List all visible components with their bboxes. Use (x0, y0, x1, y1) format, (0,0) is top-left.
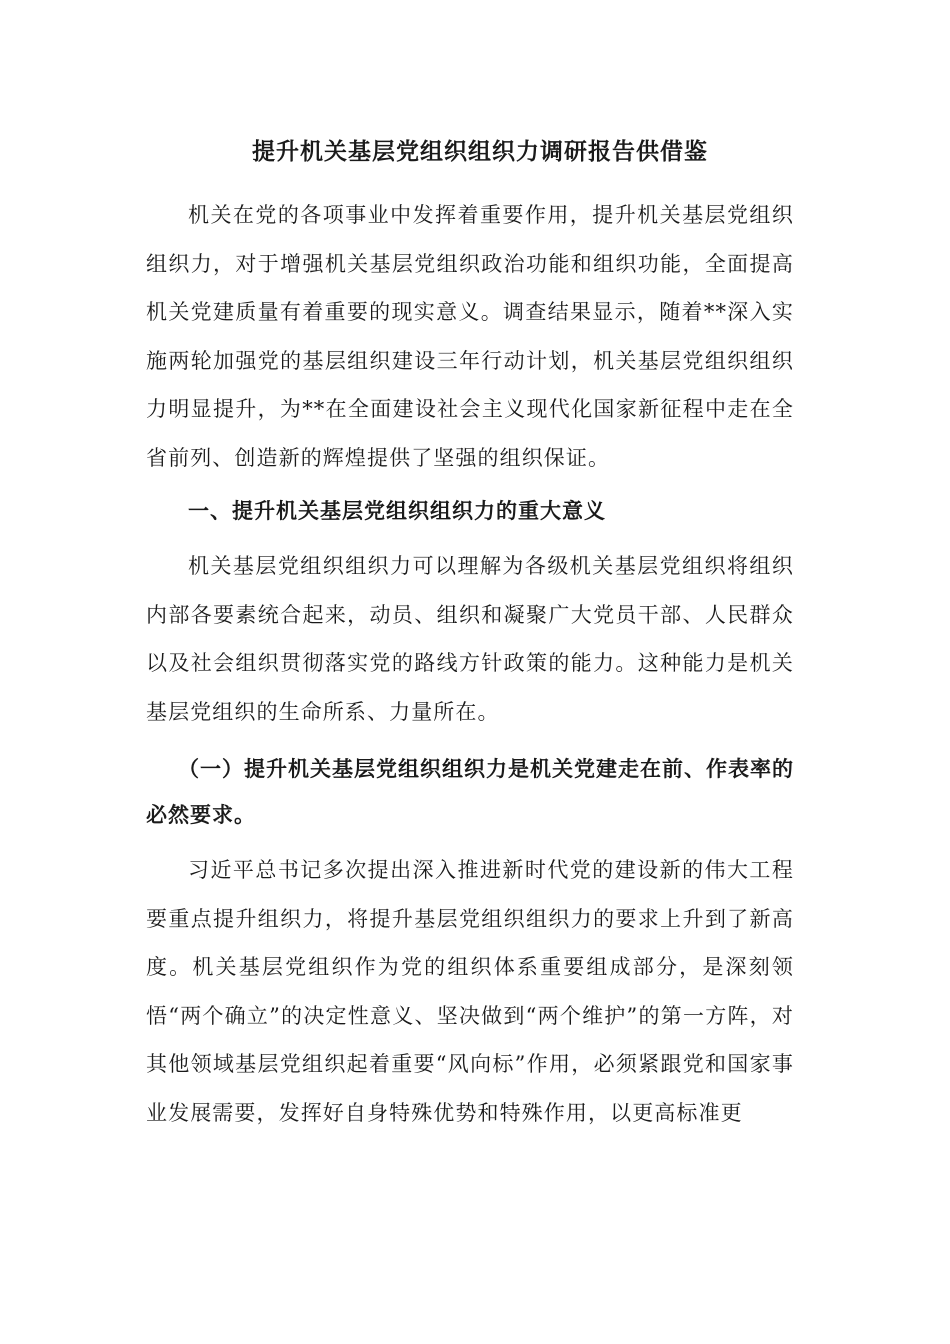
subsection-1-paragraph: 习近平总书记多次提出深入推进新时代党的建设新的伟大工程要重点提升组织力，将提升基层党组织组织力的要求上升到了新高度。机关基层党组织作为党的组织体系重要组成部分，是深刻领悟“两个确立”的决定性意义、坚决做到“两个维护”的第一方阵，对其他领域基层党组织起着重要“风向标”作用，必须紧跟党和国家事业发展需要，发挥好自身特殊优势和特殊作用，以更高标准更 (146, 858, 794, 1125)
subsection-1-heading: （一）提升机关基层党组织组织力是机关党建走在前、作表率的必然要求。 (146, 756, 794, 827)
document-title: 提升机关基层党组织组织力调研报告供借鉴 (252, 138, 708, 165)
document-page (146, 120, 794, 1137)
intro-paragraph: 机关在党的各项事业中发挥着重要作用，提升机关基层党组织组织力，对于增强机关基层党组织政治功能和组织功能，全面提高机关党建质量有着重要的现实意义。调查结果显示，随着**深入实施两轮加强党的基层组织建设三年行动计划，机关基层党组织组织力明显提升，为**在全面建设社会主义现代化国家新征程中走在全省前列、创造新的辉煌提供了坚强的组织保证。 (146, 203, 794, 470)
section-1-heading: 一、提升机关基层党组织组织力的重大意义 (188, 498, 606, 523)
section-1-paragraph: 机关基层党组织组织力可以理解为各级机关基层党组织将组织内部各要素统合起来，动员、组织和凝聚广大党员干部、人民群众以及社会组织贯彻落实党的路线方针政策的能力。这种能力是机关基层党组织的生命所系、力量所在。 (146, 554, 794, 724)
